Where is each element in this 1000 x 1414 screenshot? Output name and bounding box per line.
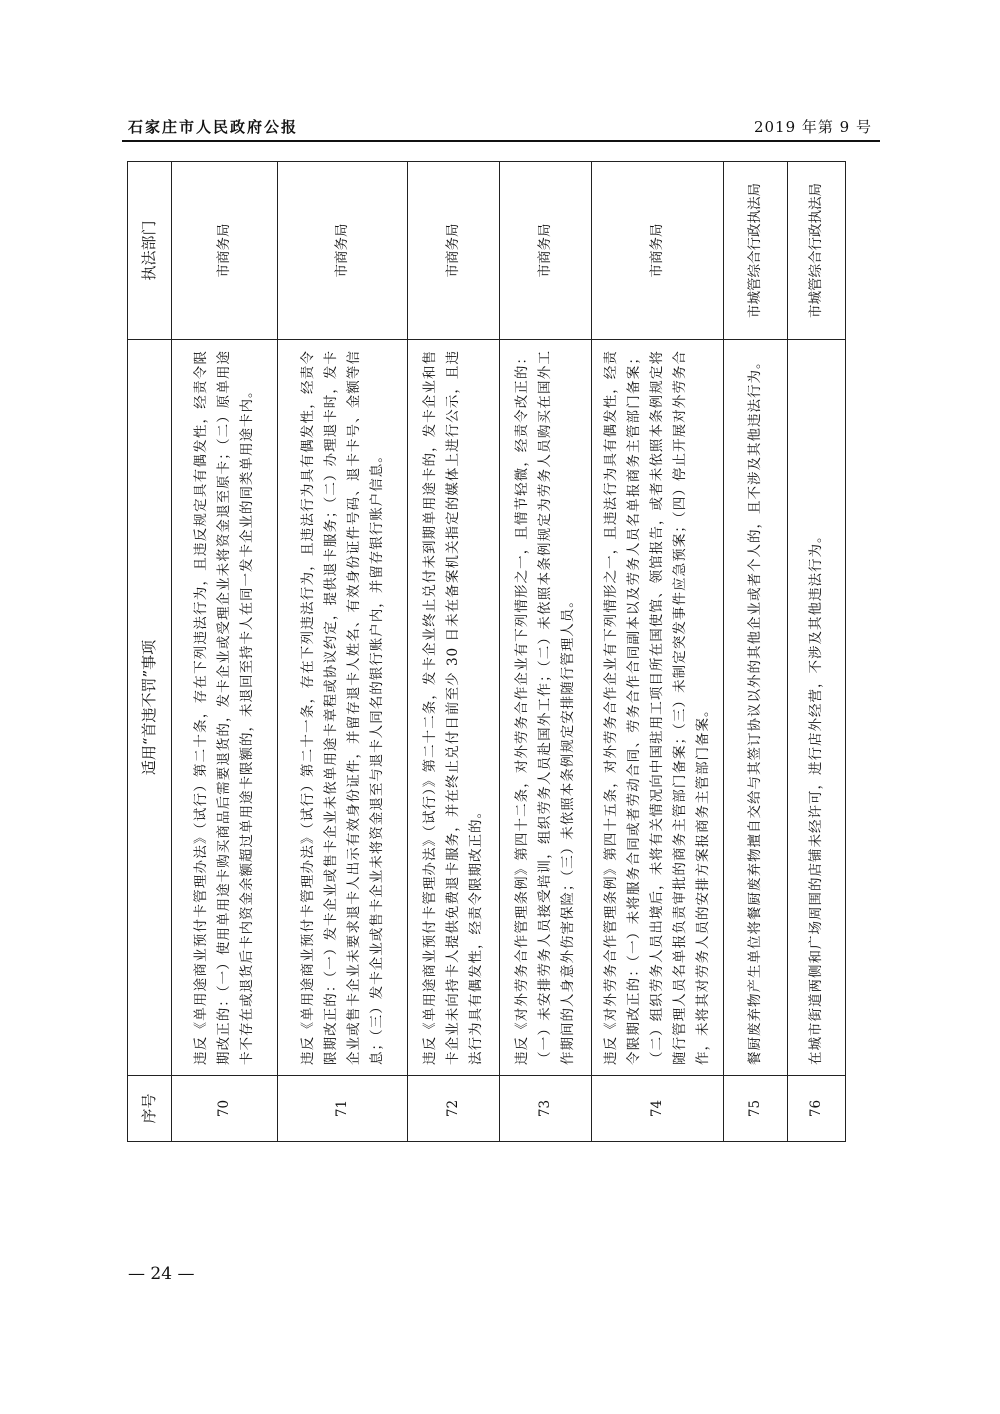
issue-number: 2019 年第 9 号 [753,118,872,136]
page-number: — 24 — [128,1264,195,1284]
column-header-dept: 执法部门 [128,162,172,340]
row-item: 餐厨废弃物产生单位将餐厨废弃物擅自交给与其签订协议以外的其他企业或者个人的，且不涉及其他违法行为。 [724,340,788,1076]
publication-title: 石家庄市人民政府公报 [128,118,299,136]
column-header-item: 适用“首违不罚”事项 [128,340,172,1076]
row-item: 在城市街道两侧和广场周围的店铺未经许可，进行店外经营，不涉及其他违法行为。 [788,340,846,1076]
row-dept: 市商务局 [278,162,408,340]
row-item: 违反《对外劳务合作管理条例》第四十二条，对外劳务合作企业有下列情形之一，且情节轻微，经责令改正的：（一）未安排劳务人员接受培训，组织劳务人员赴国外工作；（二）未依照本条例规定为劳务人员购买在国外工作期间的人身意外伤害保险；（三）未依照本条例规定安排随行管理人员。 [500,340,592,1076]
table-row [408,162,500,1142]
table-row [500,162,592,1142]
row-dept: 市商务局 [172,162,278,340]
column-header-num: 序号 [128,1076,172,1142]
row-dept: 市商务局 [500,162,592,340]
violation-table [127,161,846,1142]
table-row [172,162,278,1142]
row-number: 76 [788,1076,846,1142]
row-number: 74 [592,1076,724,1142]
row-item: 违反《单用途商业预付卡管理办法》（试行）》第二十二条，发卡企业终止兑付未到期单用途卡的，发卡企业和售卡企业未向持卡人提供免费退卡服务，并在终止兑付日前至少 30 日未在备案机关指定的媒体上进行公示，且违法行为具有偶发性，经责令限期改正的。 [408,340,500,1076]
row-dept: 市城管综合行政执法局 [724,162,788,340]
row-item: 违反《单用途商业预付卡管理办法》（试行）第二十条，存在下列违法行为，且违反规定具有偶发性，经责令限期改正的：（一）使用单用途卡购买商品后需要退货的，发卡企业或受理企业未将资金退至原卡；（二）原单用途卡不存在或退货后卡内资金余额超过单用途卡限额的，未退回至持卡人在同一发卡企业的同类单用途卡内。 [172,340,278,1076]
table-row [592,162,724,1142]
table-row [724,162,788,1142]
header-divider [122,140,880,142]
row-dept: 市商务局 [408,162,500,340]
row-dept: 市商务局 [592,162,724,340]
row-number: 70 [172,1076,278,1142]
table-row [278,162,408,1142]
rotated-table-container [127,162,845,1142]
table-row [788,162,846,1142]
row-item: 违反《对外劳务合作管理条例》第四十五条，对外劳务合作企业有下列情形之一，且违法行为具有偶发性，经责令限期改正的：（一）未将服务合同或者劳动合同、劳务合作合同副本以及劳务人员名单报商务主管部门备案；（二）组织劳务人员出境后，未将有关情况向中国驻用工项目所在国使馆、领馆报告，或者未依照本条例规定将随行管理人员名单报负责审批的商务主管部门备案；（三）未制定突发事件应急预案；（四）停止开展对外劳务合作，未将其对劳务人员的安排方案报商务主管部门备案。 [592,340,724,1076]
table-header-row [128,162,172,1142]
row-dept: 市城管综合行政执法局 [788,162,846,340]
row-number: 75 [724,1076,788,1142]
row-item: 违反《单用途商业预付卡管理办法》（试行）第二十一条，存在下列违法行为，且违法行为具有偶发性，经责令限期改正的：（一）发卡企业或售卡企业未依单用途卡章程或协议约定，提供退卡服务；（二）办理退卡时，发卡企业或售卡企业未要求退卡人出示有效身份证件，并留存退卡人姓名、有效身份证件号码、退卡卡号、金额等信息；（三）发卡企业或售卡企业未将资金退至与退卡人同名的银行账户内，并留存银行账户信息。 [278,340,408,1076]
row-number: 72 [408,1076,500,1142]
page-header [128,116,872,140]
row-number: 73 [500,1076,592,1142]
row-number: 71 [278,1076,408,1142]
